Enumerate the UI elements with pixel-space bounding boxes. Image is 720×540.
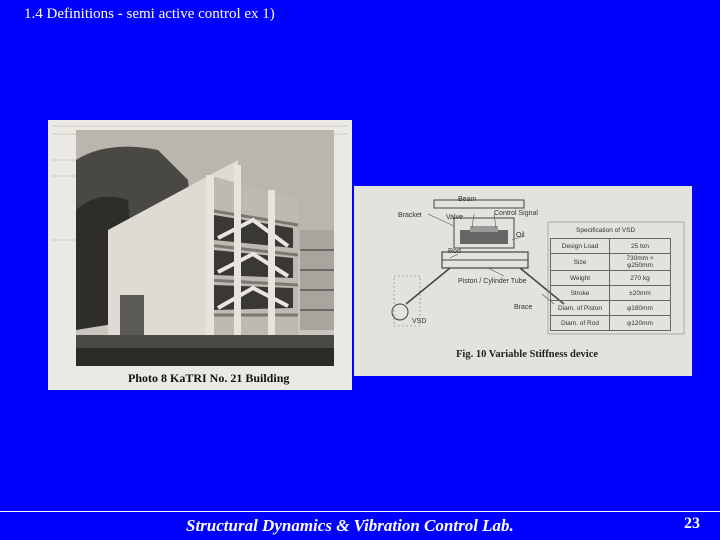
spec-key: Size <box>551 254 610 271</box>
slide-title: 1.4 Definitions - semi active control ex 1) <box>24 6 275 22</box>
table-row <box>551 271 671 286</box>
piston-cylinder-label: Piston / Cylinder Tube <box>458 278 527 285</box>
spec-value: 25 ton <box>610 239 671 254</box>
beam-label: Beam <box>458 196 477 203</box>
building-photo <box>48 120 352 390</box>
spec-key: Diam. of Rod <box>551 316 610 331</box>
building-photo-image <box>48 120 352 390</box>
table-row <box>551 316 671 331</box>
bracket-label: Bracket <box>398 212 422 219</box>
spec-table-title: Specification of VSD <box>576 227 636 234</box>
photo-8-caption: Photo 8 KaTRI No. 21 Building <box>128 371 290 385</box>
spec-value: ±20mm <box>610 286 671 301</box>
control-signal-label: Control Signal <box>494 210 538 217</box>
table-row <box>551 239 671 254</box>
fig-10-caption: Fig. 10 Variable Stiffness device <box>456 349 599 360</box>
spec-key: Design Load <box>551 239 610 254</box>
footer-divider <box>0 511 720 512</box>
spec-key: Diam. of Piston <box>551 301 610 316</box>
table-row <box>551 254 671 271</box>
rod-label: Rod <box>448 248 461 255</box>
table-row <box>551 301 671 316</box>
page-number: 23 <box>684 515 700 532</box>
spec-value: 270 kg <box>610 271 671 286</box>
vsd-label: VSD <box>412 318 427 325</box>
spec-value: 730mm × φ250mm <box>610 254 671 271</box>
spec-key: Stroke <box>551 286 610 301</box>
spec-value: φ120mm <box>610 316 671 331</box>
oil-label: Oil <box>516 232 525 239</box>
vsd-figure <box>354 186 692 376</box>
table-row <box>551 286 671 301</box>
spec-value: φ180mm <box>610 301 671 316</box>
spec-key: Weight <box>551 271 610 286</box>
brace-label: Brace <box>514 304 533 311</box>
footer-lab-name: Structural Dynamics & Vibration Control Lab. <box>186 516 514 535</box>
spec-table <box>550 238 671 331</box>
valve-label: Valve <box>446 214 463 221</box>
